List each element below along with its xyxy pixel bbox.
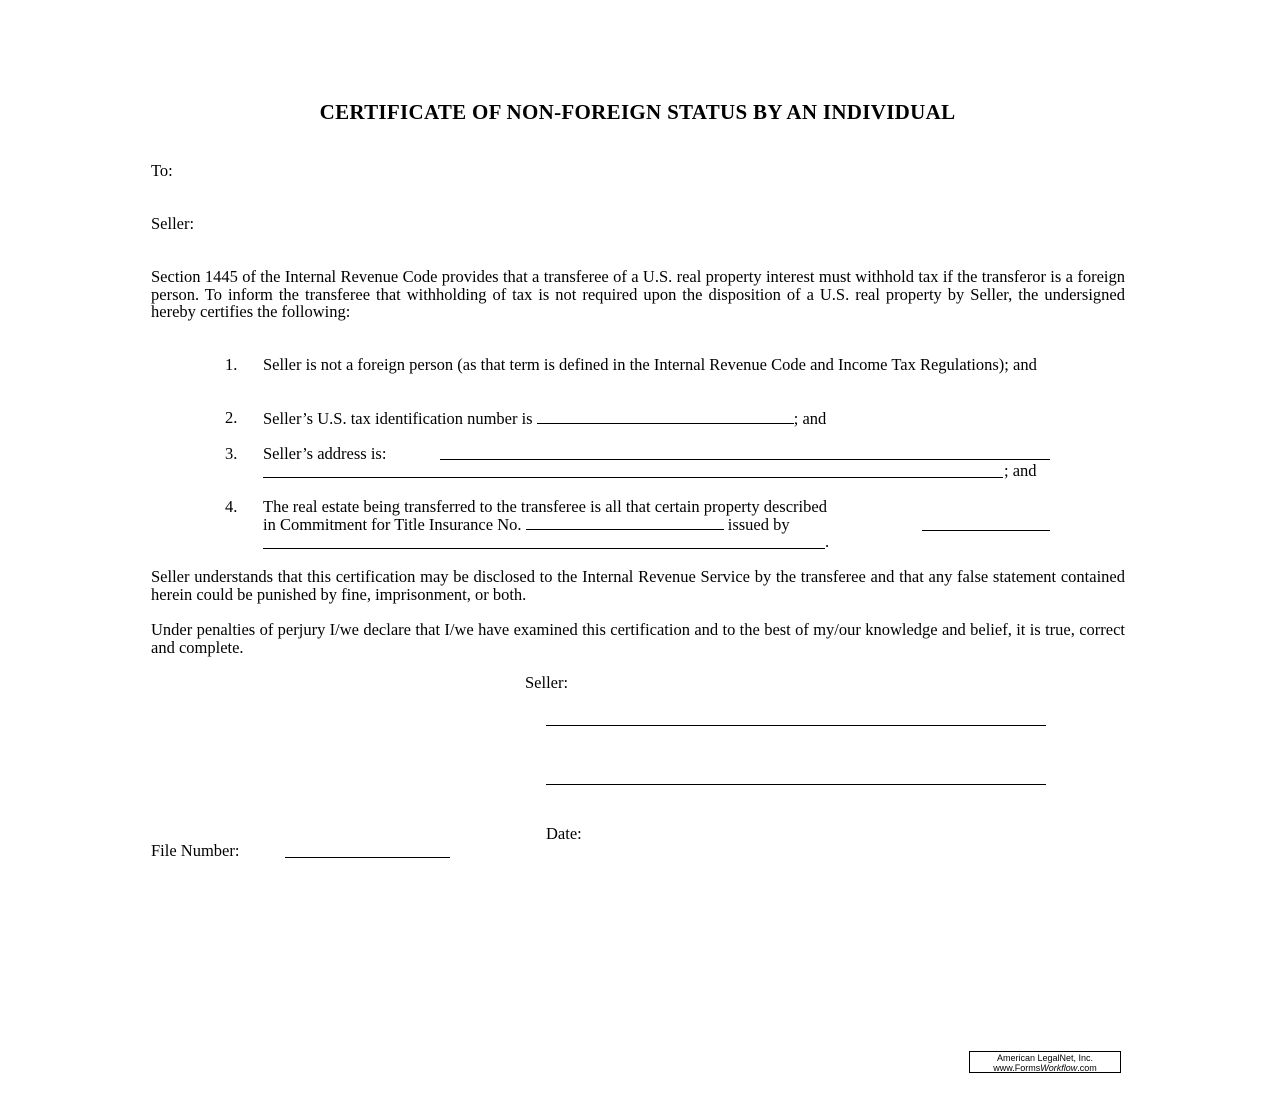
seller-label: Seller: bbox=[151, 214, 195, 233]
item-4-line-2-before: in Commitment for Title Insurance No. bbox=[263, 515, 526, 534]
perjury-paragraph: Under penalties of perjury I/we declare that I/we have examined this certification and to the best of my/our knowledge and belief, it is true, correct and complete. bbox=[151, 620, 1125, 657]
file-number-label: File Number: bbox=[151, 841, 240, 860]
footer-website-prefix: www.Forms bbox=[993, 1063, 1041, 1073]
intro-paragraph: Section 1445 of the Internal Revenue Code provides that a transferee of a U.S. real property interest must withhold tax if the transferor is a foreign person. To inform the transferee that withholding of tax is not required upon the disposition of a U.S. real property by Seller, the undersigned hereby certifies the following: bbox=[151, 267, 1125, 321]
commitment-number-field[interactable] bbox=[526, 515, 724, 530]
understanding-paragraph: Seller understands that this certification may be disclosed to the Internal Revenue Service by the transferee and that any false statement contained herein could be punished by fine, imprisonment, or both. bbox=[151, 567, 1125, 604]
signature-line-1[interactable] bbox=[546, 725, 1046, 726]
date-label: Date: bbox=[546, 824, 582, 843]
item-3-text-after: ; and bbox=[1004, 461, 1037, 480]
signature-seller-label: Seller: bbox=[525, 673, 569, 692]
footer-logo-box bbox=[969, 1051, 1121, 1073]
item-2-number: 2. bbox=[225, 408, 238, 427]
item-2-text-before: Seller’s U.S. tax identification number is bbox=[263, 409, 537, 428]
item-2-text-after: ; and bbox=[793, 409, 827, 428]
footer-website bbox=[970, 1063, 1120, 1073]
footer-website-suffix: .com bbox=[1077, 1063, 1097, 1073]
item-1-number: 1. bbox=[225, 355, 238, 374]
issued-by-field[interactable] bbox=[922, 530, 1050, 531]
footer-website-italic: Workflow bbox=[1040, 1063, 1078, 1073]
item-4-line-1: The real estate being transferred to the transferee is all that certain property described bbox=[263, 497, 827, 516]
seller-address-line-1[interactable] bbox=[440, 459, 1050, 460]
item-4-number: 4. bbox=[225, 497, 238, 516]
tax-id-field[interactable] bbox=[537, 409, 794, 424]
file-number-field[interactable] bbox=[285, 857, 450, 858]
item-4-line-2 bbox=[263, 515, 790, 534]
seller-address-line-2[interactable] bbox=[263, 477, 1003, 478]
to-label: To: bbox=[151, 161, 173, 180]
item-4-line-2-middle: issued by bbox=[723, 515, 790, 534]
footer-company: American LegalNet, Inc. bbox=[996, 1053, 1094, 1063]
item-3-label: Seller’s address is: bbox=[263, 444, 387, 463]
item-2-text bbox=[263, 409, 826, 428]
item-4-period: . bbox=[825, 532, 830, 551]
document-title: CERTIFICATE OF NON-FOREIGN STATUS BY AN INDIVIDUAL bbox=[319, 100, 956, 124]
item-4-line-3-field[interactable] bbox=[263, 548, 825, 549]
item-3-number: 3. bbox=[225, 444, 238, 463]
item-1-text: Seller is not a foreign person (as that term is defined in the Internal Revenue Code and Income Tax Regulations); and bbox=[263, 355, 1037, 374]
signature-line-2[interactable] bbox=[546, 784, 1046, 785]
